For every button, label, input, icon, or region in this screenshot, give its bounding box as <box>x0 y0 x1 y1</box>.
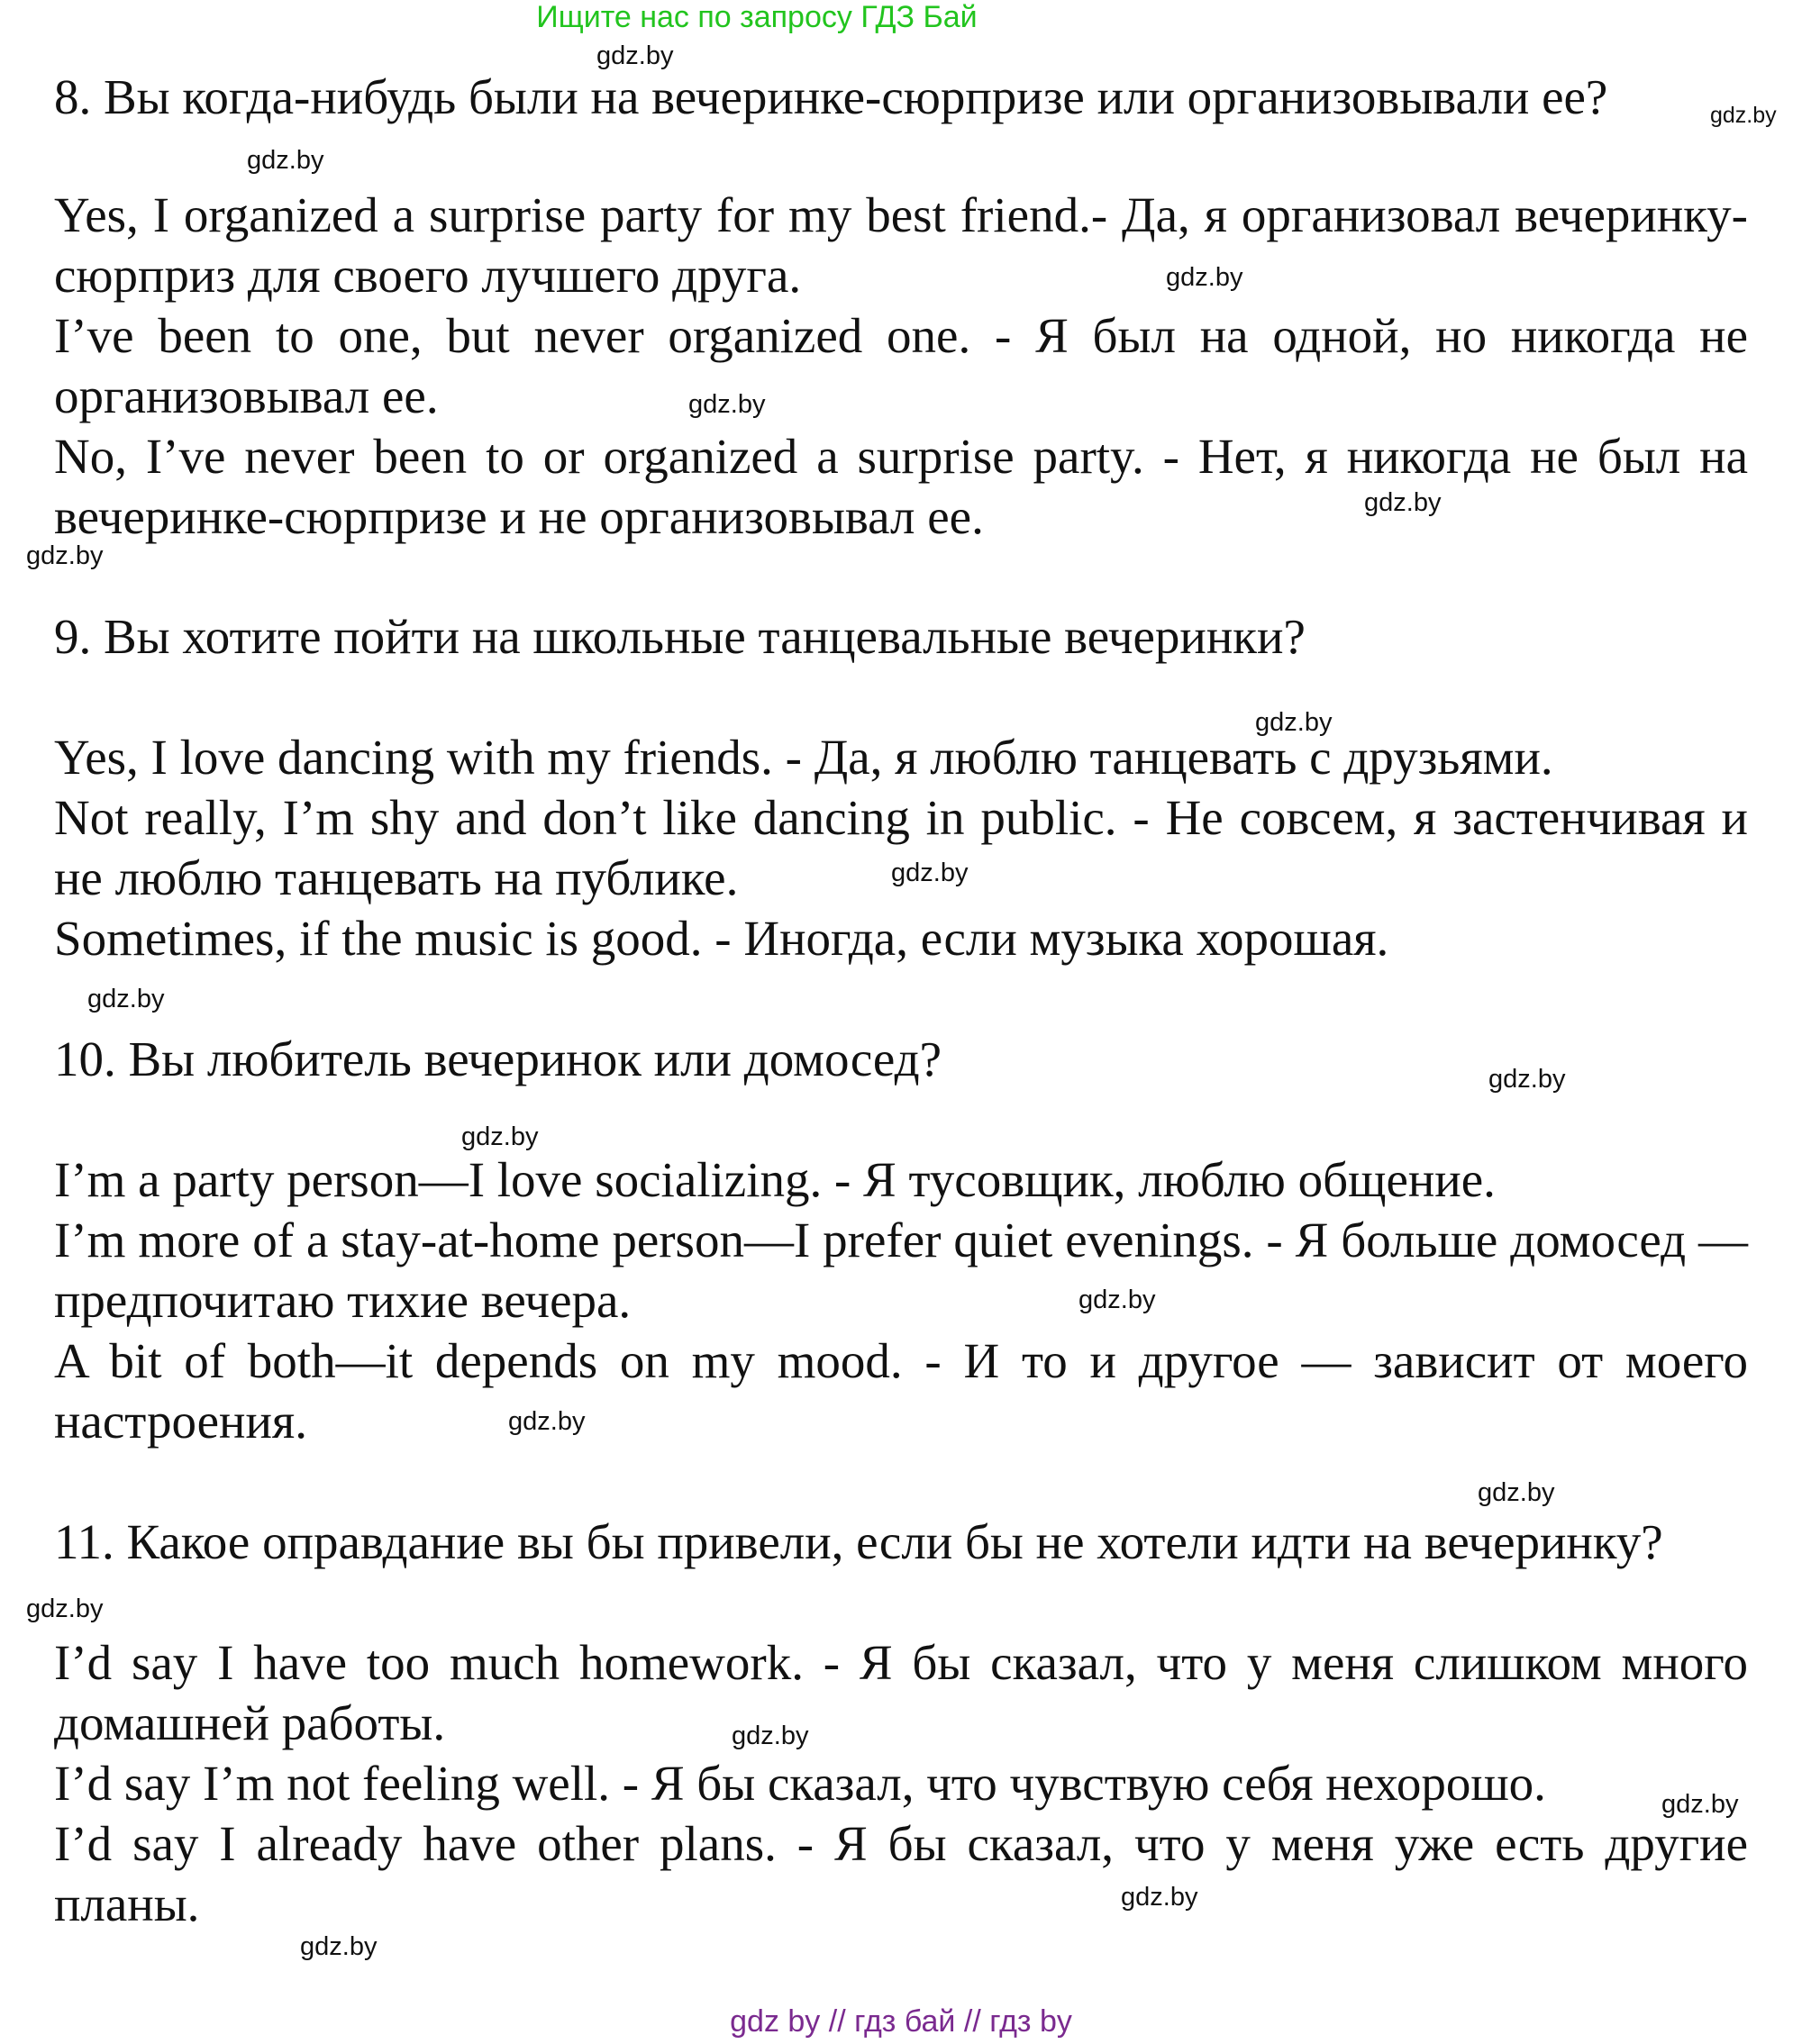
question-11: 11. Какое оправдание вы бы привели, если бы не хотели идти на вечеринку? <box>54 1514 1663 1569</box>
watermark: gdz.by <box>1121 1883 1198 1912</box>
watermark: gdz.by <box>247 146 324 175</box>
watermark: gdz.by <box>1488 1065 1566 1094</box>
watermark: gdz.by <box>1364 488 1442 517</box>
watermark: gdz.by <box>26 1594 104 1623</box>
answer-9-3: Sometimes, if the music is good. - Иногда, если музыка хорошая. <box>54 911 1389 966</box>
answer-9-1: Yes, I love dancing with my friends. - Да, я люблю танцевать с друзьями. <box>54 730 1553 785</box>
question-9: 9. Вы хотите пойти на школьные танцевальные вечеринки? <box>54 609 1306 664</box>
watermark: gdz.by <box>1478 1478 1555 1507</box>
watermark: gdz.by <box>508 1407 586 1436</box>
watermark: gdz.by <box>1255 708 1333 737</box>
watermark: gdz.by <box>1166 263 1243 292</box>
watermark: gdz.by <box>1661 1790 1739 1819</box>
footer-links: gdz by // гдз бай // гдз by <box>730 2004 1072 2039</box>
question-10: 10. Вы любитель вечеринок или домосед? <box>54 1031 942 1086</box>
answer-10-2: I’m more of a stay-at-home person—I prefer quiet evenings. - Я больше домосед — предпочитаю тихие вечера. <box>54 1213 1748 1328</box>
watermark: gdz.by <box>26 541 104 570</box>
watermark: gdz.by <box>1710 103 1777 128</box>
answer-11-3: I’d say I already have other plans. - Я бы сказал, что у меня уже есть другие планы. <box>54 1816 1748 1931</box>
answer-8-2: I’ve been to one, but never organized one. - Я был на одной, но никогда не организовывал ее. <box>54 308 1748 423</box>
question-8: 8. Вы когда-нибудь были на вечеринке-сюрпризе или организовывали ее? <box>54 69 1608 124</box>
answer-10-1: I’m a party person—I love socializing. - Я тусовщик, люблю общение. <box>54 1152 1496 1207</box>
watermark: gdz.by <box>1078 1285 1156 1314</box>
answer-8-3: No, I’ve never been to or organized a surprise party. - Нет, я никогда не был на вечеринке-сюрпризе и не организовывал ее. <box>54 429 1748 544</box>
answer-8-1: Yes, I organized a surprise party for my best friend.- Да, я организовал вечеринку-сюрприз для своего лучшего друга. <box>54 187 1748 303</box>
watermark: gdz.by <box>596 41 674 70</box>
answer-9-2: Not really, I’m shy and don’t like dancing in public. - Не совсем, я застенчивая и не люблю танцевать на публике. <box>54 790 1748 905</box>
watermark: gdz.by <box>300 1932 378 1961</box>
answer-11-1: I’d say I have too much homework. - Я бы сказал, что у меня слишком много домашней работы. <box>54 1635 1748 1750</box>
watermark: gdz.by <box>891 858 969 887</box>
watermark: gdz.by <box>87 985 165 1013</box>
watermark: gdz.by <box>461 1122 539 1151</box>
watermark: gdz.by <box>732 1722 809 1750</box>
watermark: gdz.by <box>688 390 766 419</box>
answer-11-2: I’d say I’m not feeling well. - Я бы сказал, что чувствую себя нехорошо. <box>54 1756 1546 1811</box>
search-hint-banner: Ищите нас по запросу ГДЗ Бай <box>536 0 978 34</box>
answer-10-3: A bit of both—it depends on my mood. - И то и другое — зависит от моего настроения. <box>54 1333 1748 1449</box>
